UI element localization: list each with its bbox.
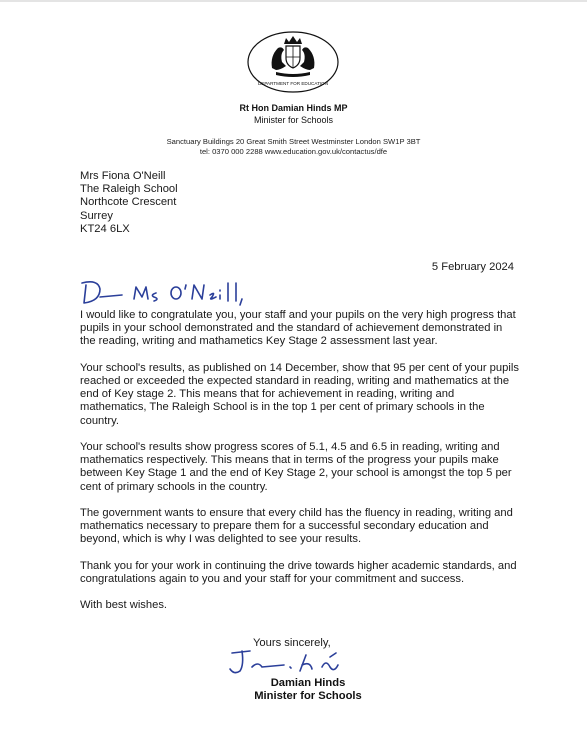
department-crest-logo [246,30,340,94]
letter-body [80,309,520,626]
body-paragraph: I would like to congratulate you, your staff and your pupils on the very high progress that pupils in your school demonstrated and the standard of achievement demonstrated in the reading, writing and mathametics Key Stage 2 assessment last year. [80,309,516,348]
letter-date: 5 February 2024 [431,261,514,273]
recipient-line: Surrey [80,209,113,222]
crest-text: DEPARTMENT FOR EDUCATION [257,81,329,86]
sender-name: Rt Hon Damian Hinds MP [239,103,348,113]
recipient-line: Northcote Crescent [80,196,177,209]
address-line: Sanctuary Buildings 20 Great Smith Street Westminster London SW1P 3BT [166,137,421,146]
closing-signoff: Yours sincerely, [253,637,331,649]
body-paragraph: Thank you for your work in continuing the drive towards higher academic standards, and congratulations again to you and your staff for your commitment and success. [80,559,517,585]
page-top-border [0,0,587,2]
signatory-block [238,677,378,703]
sender-address [0,137,587,156]
recipient-line: The Raleigh School [80,183,178,196]
handwritten-signature [226,647,366,677]
recipient-line: Mrs Fiona O'Neill [80,170,166,182]
body-paragraph: The government wants to ensure that every child has the fluency in reading, writing and mathematics necessary to prepare them for a successful secondary education and beyond, which is why I was delighted to see your results. [80,507,513,546]
handwritten-salutation [78,277,278,307]
body-paragraph: With best wishes. [80,599,168,612]
recipient-line: KT24 6LX [80,222,130,235]
body-paragraph: Your school's results, as published on 14 December, show that 95 per cent of your pupils reached or exceeded the expected standard in reading, writing and mathematics at the end of Key stage 2. This means that for achievement in reading, writing and mathematics, The Raleigh School is in the top 1 per cent of primary schools in the country. [80,361,519,427]
signatory-name: Damian Hinds [270,677,346,689]
contact-line: tel: 0370 000 2288 www.education.gov.uk/contactus/dfe [199,146,388,156]
signatory-title: Minister for Schools [254,690,362,702]
body-paragraph: Your school's results show progress scores of 5.1, 4.5 and 6.5 in reading, writing and mathematics respectively. This means that in terms of the progress your pupils make between Key Stage 1 and the end of Key Stage 2, your school is amongst the top 5 per cent of primary schools in the country. [80,441,512,493]
recipient-address [80,170,178,236]
sender-title: Minister for Schools [253,115,334,125]
